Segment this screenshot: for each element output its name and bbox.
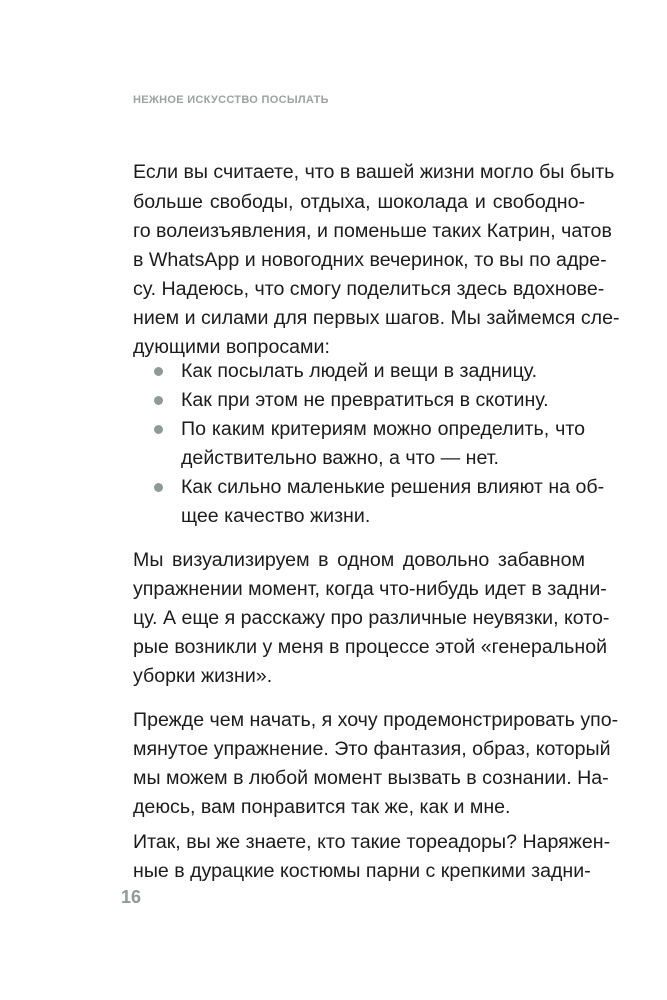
bullet-dot-icon: [154, 425, 163, 434]
bullet-dot-icon: [154, 367, 163, 376]
list-item-continuation: действительно важно, а что — нет.: [181, 447, 499, 469]
paragraph-line: Итак, вы же знаете, кто такие тореадоры? Наряжен-: [133, 831, 611, 853]
paragraph-line: Мы визуализируем в одном довольно забавном: [133, 549, 585, 571]
bullet-dot-icon: [154, 396, 163, 405]
list-item-continuation: щее качество жизни.: [181, 505, 371, 527]
paragraph-line: го волеизъявления, и поменьше таких Катрин, чатов: [133, 220, 612, 242]
list-item: Как сильно маленькие решения влияют на об-: [181, 476, 605, 498]
paragraph-line: мянутое упражнение. Это фантазия, образ, который: [133, 738, 611, 760]
paragraph-line: больше свободы, отдыха, шоколада и свободно-: [133, 191, 585, 213]
paragraph-line: ные в дурацкие костюмы парни с крепкими задни-: [133, 860, 591, 882]
paragraph-line: Если вы считаете, что в вашей жизни могло бы быть: [133, 161, 615, 183]
list-item: По каким критериям можно определить, что: [181, 418, 585, 440]
paragraph-line: деюсь, вам понравится так же, как и мне.: [133, 796, 511, 818]
paragraph-line: мы можем в любой момент вызвать в сознании. На-: [133, 767, 609, 789]
paragraph-line: су. Надеюсь, что смогу поделиться здесь вдохнове-: [133, 278, 605, 300]
paragraph-line: рые возникли у меня в процессе этой «генеральной: [133, 636, 608, 658]
paragraph-line: цу. А еще я расскажу про различные неувязки, кото-: [133, 607, 610, 629]
bullet-dot-icon: [154, 483, 163, 492]
paragraph-line: Прежде чем начать, я хочу продемонстрировать упо-: [133, 709, 619, 731]
paragraph-line: в WhatsApp и новогодних вечеринок, то вы по адре-: [133, 249, 607, 271]
running-header: НЕЖНОЕ ИСКУССТВО ПОСЫЛАТЬ: [133, 94, 329, 106]
list-item: Как при этом не превратиться в скотину.: [181, 389, 549, 411]
page-number: 16: [121, 887, 142, 907]
paragraph-line: упражнении момент, когда что-нибудь идет в задни-: [133, 578, 607, 600]
paragraph-line: дующими вопросами:: [133, 336, 330, 358]
list-item: Как посылать людей и вещи в задницу.: [181, 360, 538, 382]
paragraph-line: уборки жизни».: [133, 665, 273, 687]
paragraph-line: нием и силами для первых шагов. Мы займемся сле-: [133, 307, 620, 329]
